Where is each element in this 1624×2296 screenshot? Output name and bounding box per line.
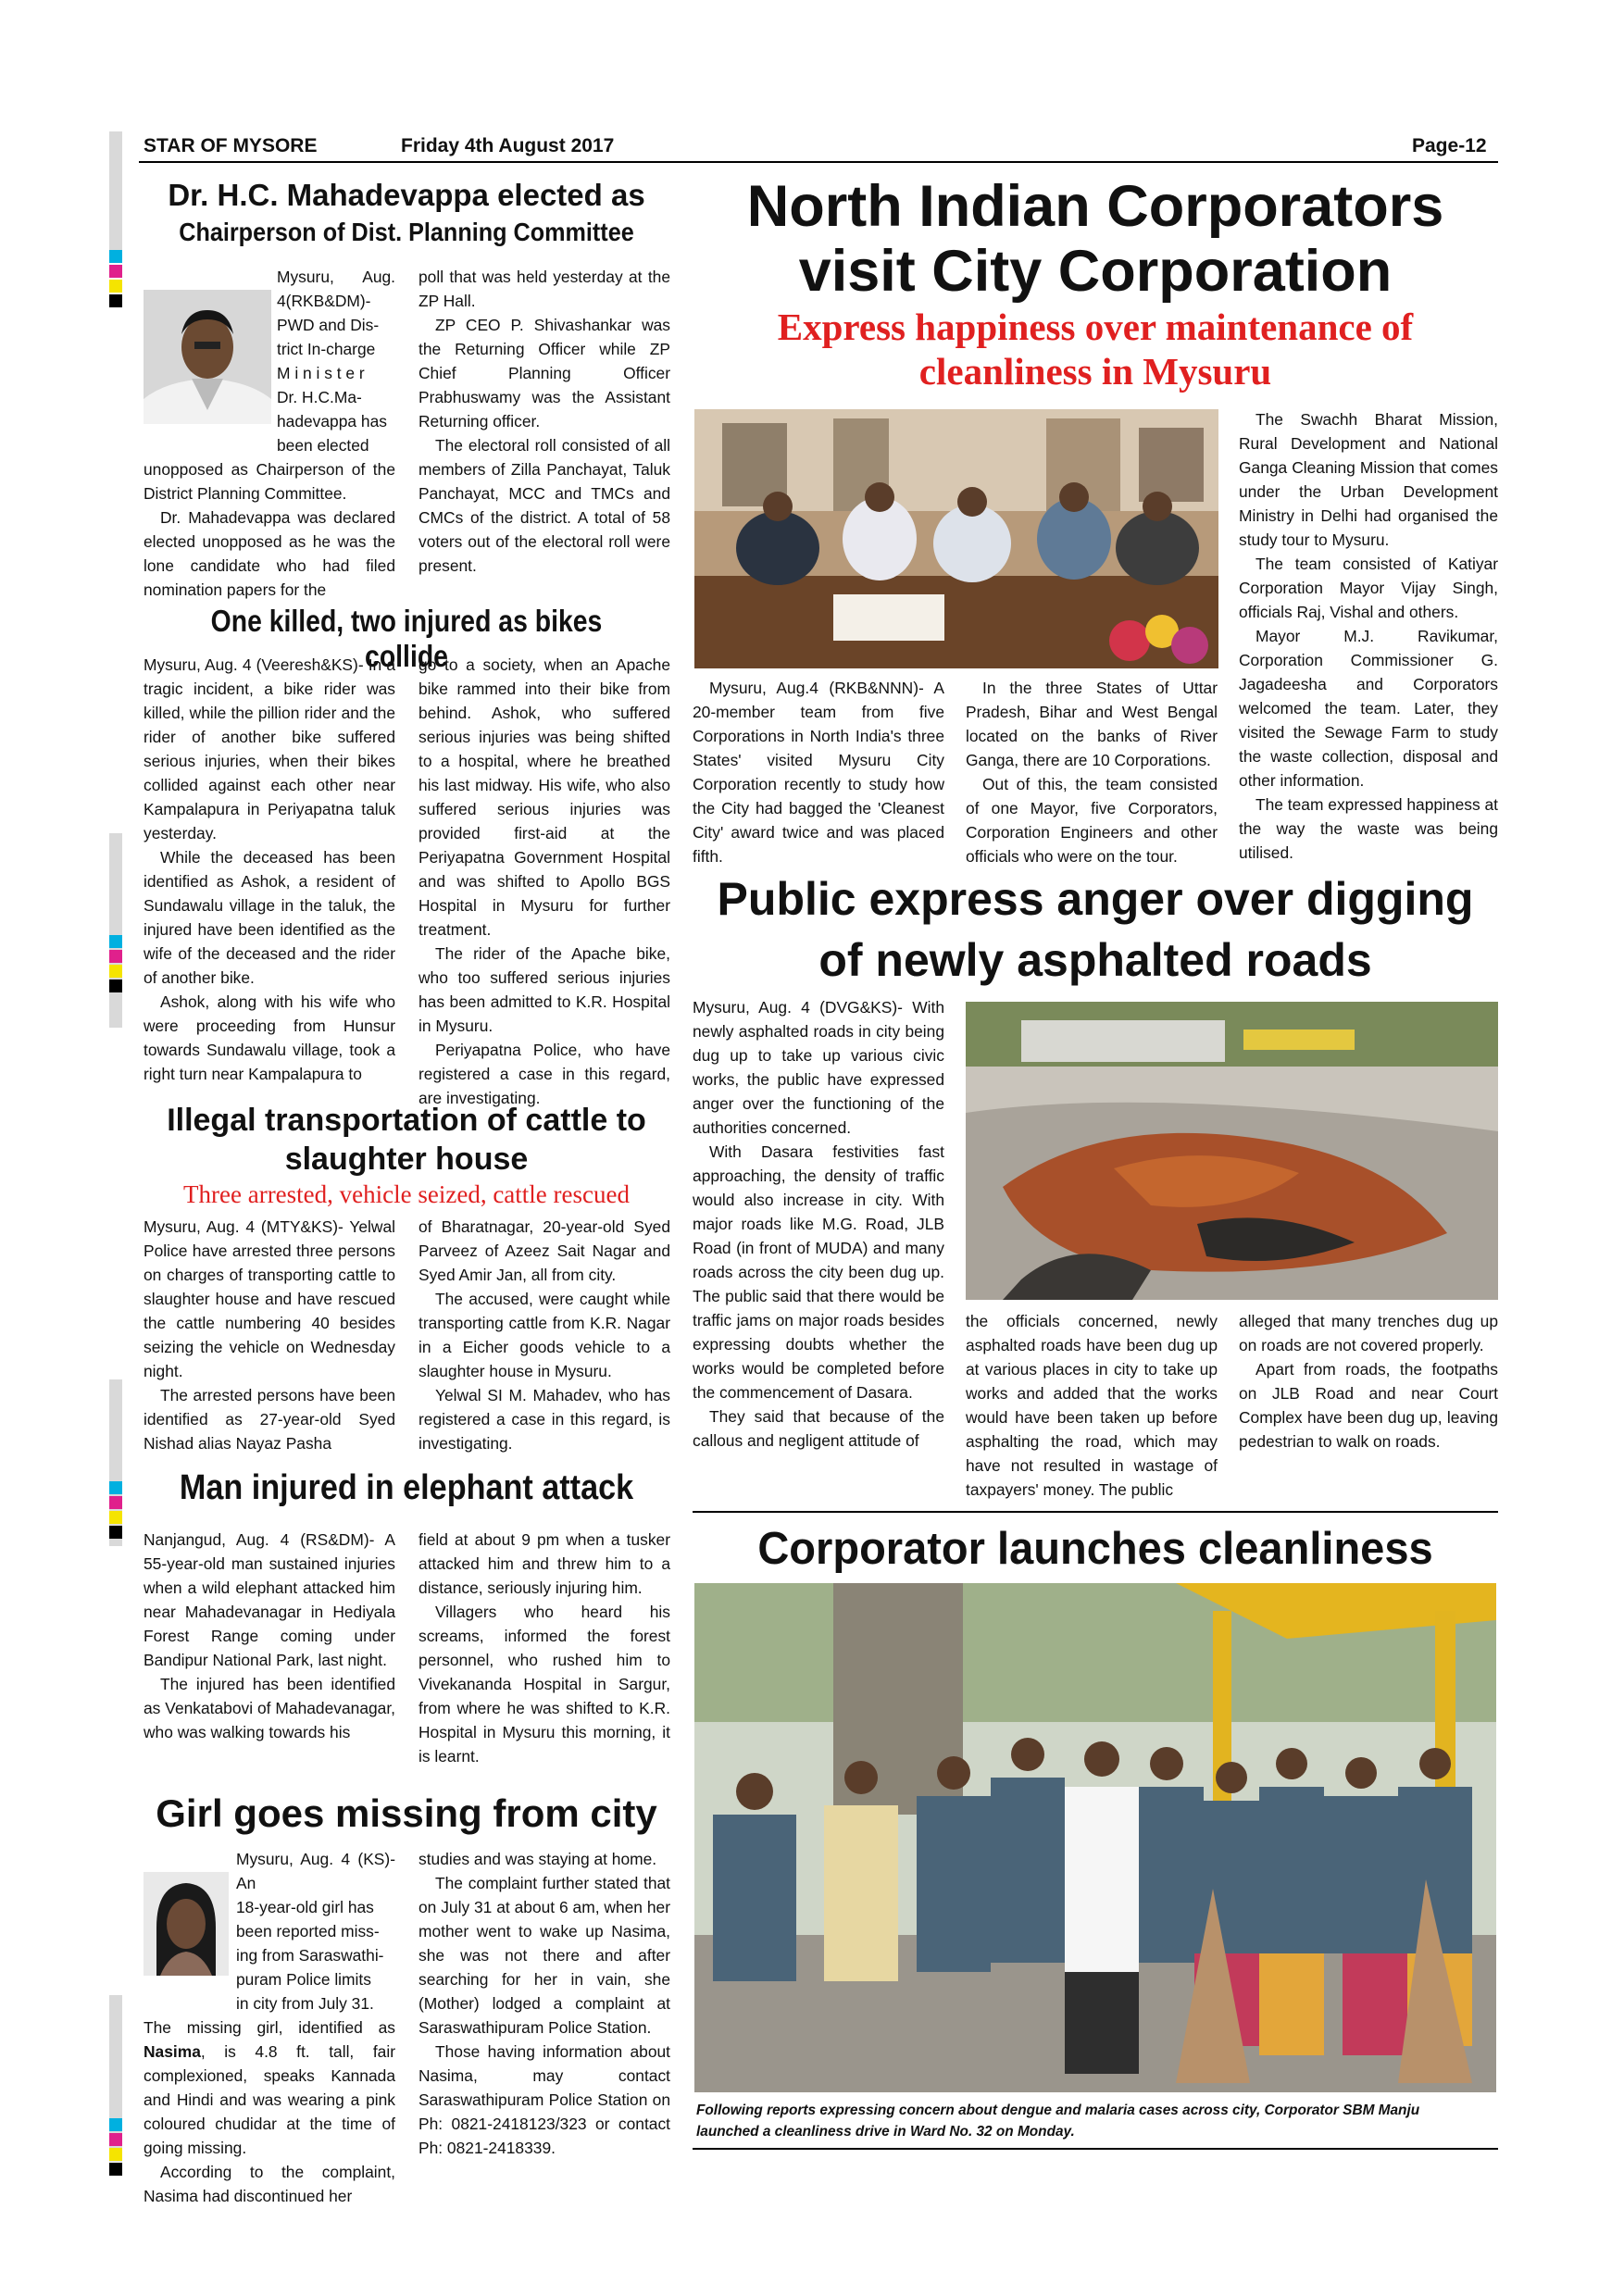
missing-col2 [418, 1847, 670, 2160]
paragraph: Yelwal SI M. Mahadev, who has registered a case in this regard, is investigating. [418, 1386, 670, 1453]
roads-col2 [966, 1309, 1218, 1502]
cleanliness-drive-photo [694, 1583, 1496, 2092]
paragraph: Periyapatna Police, who have registered a case in this regard, are investigating. [418, 1041, 670, 1107]
paragraph: Out of this, the team consisted of one Mayor, five Corporators, Corporation Engineers and other officials who were on the tour. [966, 775, 1218, 866]
wrap-line: M i n i s t e r [277, 364, 365, 382]
paragraph: Those having information about Nasima, may contact Saraswathipuram Police Station on Ph: 0821-2418123/323 or contact Ph: 0821-2418339. [418, 2042, 670, 2157]
yellow-swatch [109, 1511, 122, 1524]
wrap-line: been elected [277, 436, 369, 455]
dug-road-photo [966, 1002, 1498, 1300]
section-rule [693, 1511, 1498, 1513]
wrap-line: Mysuru, Aug. 4(RKB&DM)- [277, 268, 395, 310]
roads-col3 [1239, 1309, 1498, 1454]
yellow-swatch [109, 2148, 122, 2161]
paragraph: field at about 9 pm when a tusker attacked him and threw him to a distance, seriously injuring him. [418, 1530, 670, 1597]
elephant-col2 [418, 1528, 670, 1768]
corporators-right-col [1239, 407, 1498, 865]
yellow-swatch [109, 965, 122, 978]
paragraph [144, 2015, 395, 2160]
missing-headline: Girl goes missing from city [156, 1791, 657, 1835]
paragraph: They said that because of the callous and negligent attitude of [693, 1407, 944, 1450]
paragraph: The injured has been identified as Venkatabovi of Mahadevanagar, who was walking towards his [144, 1675, 395, 1741]
wrap-line: been reported miss- [236, 1922, 380, 1940]
yellow-swatch [109, 280, 122, 293]
paragraph: The rider of the Apache bike, who too suffered serious injuries has been admitted to K.R. Hospital in Mysuru. [418, 944, 670, 1035]
paragraph: Mysuru, Aug. 4 (Veeresh&KS)- In a tragic incident, a bike rider was killed, while the pillion rider and the rider of another bike suffered serious injuries, when their bikes collided against each other near Kampalapura in Periyapatna taluk yesterday. [144, 655, 395, 842]
paragraph: The team consisted of Katiyar Corporation Mayor Vijay Singh, officials Raj, Vishal and others. [1239, 555, 1498, 621]
paragraph: In the three States of Uttar Pradesh, Bihar and West Bengal located on the banks of River Ganga, there are 10 Corporations. [966, 679, 1218, 769]
bikes-col1 [144, 653, 395, 1086]
paragraph: of Bharatnagar, 20-year-old Syed Parveez of Azeez Sait Nagar and Syed Amir Jan, all from city. [418, 1217, 670, 1284]
black-swatch [109, 294, 122, 307]
girl-name: Nasima [144, 2042, 201, 2061]
corporators-deck: Express happiness over maintenance of [777, 306, 1414, 348]
drive-headline: Corporator launches cleanliness [757, 1524, 1433, 1574]
paragraph: Dr. Mahadevappa was declared elected unopposed as he was the lone candidate who had filed nomination papers for the [144, 508, 395, 599]
bottom-rule [693, 2148, 1498, 2150]
paragraph: Ashok, along with his wife who were proceeding from Hunsur towards Sundawalu village, took a right turn near Kampalapura to [144, 992, 395, 1083]
black-swatch [109, 1526, 122, 1539]
wrap-line: hadevappa has [277, 412, 387, 430]
corporators-headline-2: visit City Corporation [798, 239, 1393, 304]
paragraph: Apart from roads, the footpaths on JLB Road and near Court Complex have been dug up, leaving pedestrian to walk on roads. [1239, 1360, 1498, 1451]
paragraph: The team expressed happiness at the way the waste was being utilised. [1239, 795, 1498, 862]
paragraph: The complaint further stated that on July 31 at about 6 am, when her mother went to wake up Nasima, she was not there and after searching for her in vain, she (Mother) lodged a complaint at Saraswathipuram Police Station. [418, 1874, 670, 2037]
text-run: , is 4.8 ft. tall, fair complexioned, speaks Kannada and Hindi and was wearing a pink coloured chudidar at the time of going missing. [144, 2042, 395, 2157]
cattle-col1 [144, 1215, 395, 1455]
paragraph: Mysuru, Aug. 4 (DVG&KS)- With newly asphalted roads in city being dug up to take up various civic works, the public have expressed anger over the functioning of the authorities concerned. [693, 998, 944, 1137]
bikes-headline: One killed, two injured as bikes collide [210, 604, 603, 673]
paragraph: The electoral roll consisted of all members of Zilla Panchayat, Taluk Panchayat, MCC and TMCs and CMCs of the district. A total of 58 voters out of the electoral roll were present. [418, 436, 670, 575]
missing-col1 [144, 1847, 395, 2208]
margin-strip [109, 833, 122, 1028]
paragraph: The accused, were caught while transporting cattle from K.R. Nagar in a Eicher goods vehicle to a slaughter house in Mysuru. [418, 1290, 670, 1380]
paragraph: studies and was staying at home. [418, 1850, 657, 1868]
paragraph: ZP CEO P. Shivashankar was the Returning Officer while ZP Chief Planning Officer Prabhuswamy was the Assistant Returning officer. [418, 316, 670, 430]
paragraph: Mysuru, Aug. 4 (MTY&KS)- Yelwal Police have arrested three persons on charges of transporting cattle to slaughter house and have rescued the cattle numbering 40 besides seizing the vehicle on Wednesday night. [144, 1217, 395, 1380]
corporators-deck-2: cleanliness in Mysuru [918, 350, 1272, 393]
cattle-headline: Illegal transportation of cattle to [167, 1103, 646, 1138]
paragraph: Mysuru, Aug.4 (RKB&NNN)- A 20-member team from five Corporations in North India's three States' visited Mysuru City Corporation recently to study how the City had bagged the 'Cleanest City' award twice and was placed fifth. [693, 679, 944, 866]
paragraph: the officials concerned, newly asphalted roads have been dug up at various places in city to take up works and added that the works would have been taken up before asphalting the road, which may have not resulted in wastage of taxpayers' money. The public [966, 1312, 1218, 1499]
caption-line: launched a cleanliness drive in Ward No. 32 on Monday. [696, 2124, 1075, 2140]
paragraph: The arrested persons have been identified as 27-year-old Syed Nishad alias Nayaz Pasha [144, 1386, 395, 1453]
magenta-swatch [109, 265, 122, 278]
cyan-swatch [109, 1481, 122, 1494]
cyan-swatch [109, 935, 122, 948]
corporators-col2 [966, 676, 1218, 868]
paragraph: unopposed as Chairperson of the District Planning Committee. [144, 460, 395, 503]
cyan-swatch [109, 250, 122, 263]
magenta-swatch [109, 950, 122, 963]
elephant-headline: Man injured in elephant attack [179, 1468, 634, 1507]
masthead-name: STAR OF MYSORE [144, 135, 318, 156]
margin-strip [109, 131, 122, 261]
cattle-col2 [418, 1215, 670, 1455]
corporators-col1 [693, 676, 944, 868]
cattle-deck: Three arrested, vehicle seized, cattle rescued [183, 1180, 630, 1208]
issue-date: Friday 4th August 2017 [401, 135, 615, 156]
magenta-swatch [109, 1496, 122, 1509]
corporators-meeting-photo [694, 409, 1218, 668]
wrap-line: 18-year-old girl has [236, 1898, 374, 1916]
paragraph: Nanjangud, Aug. 4 (RS&DM)- A 55-year-old man sustained injuries when a wild elephant attacked him near Mahadevanagar in Hediyala Forest Range coming under Bandipur National Park, last night. [144, 1530, 395, 1669]
wrap-line: trict In-charge [277, 340, 376, 358]
cyan-swatch [109, 2118, 122, 2131]
elephant-col1 [144, 1528, 395, 1744]
drive-caption [696, 2100, 1498, 2142]
roads-headline: Public express anger over digging [717, 873, 1474, 925]
roads-col1 [693, 995, 944, 1453]
wrap-line: Dr. H.C.Ma- [277, 388, 362, 406]
paragraph: The Swachh Bharat Mission, Rural Development and National Ganga Cleaning Mission that comes under the Urban Development Ministry in Delhi had organised the study tour to Mysuru. [1239, 410, 1498, 549]
magenta-swatch [109, 2133, 122, 2146]
roads-headline-2: of newly asphalted roads [818, 934, 1372, 986]
wrap-line: puram Police limits [236, 1970, 371, 1989]
wrap-line: ing from Saraswathi- [236, 1946, 384, 1965]
paragraph: With Dasara festivities fast approaching, the density of traffic would also increase in city. With major roads like M.G. Road, JLB Road (in front of MUDA) and many roads across the city been dug up. The public said that there would be traffic jams on major roads besides expressing doubts whether the works would be completed before the commencement of Dasara. [693, 1142, 944, 1402]
page-number: Page-12 [1412, 135, 1487, 156]
mahadevappa-col1 [144, 265, 395, 602]
corporators-headline: North Indian Corporators [746, 174, 1444, 239]
paragraph: Mayor M.J. Ravikumar, Corporation Commissioner G. Jagadeesha and Corporators welcomed the team. Later, they visited the Sewage Farm to study the waste collection, disposal and other information. [1239, 627, 1498, 790]
caption-line: Following reports expressing concern about dengue and malaria cases across city, Corporator SBM Manju [696, 2103, 1420, 2118]
wrap-line: in city from July 31. [236, 1994, 374, 2013]
paragraph: According to the complaint, Nasima had discontinued her [144, 2163, 395, 2205]
bikes-col2 [418, 653, 670, 1110]
mahadevappa-col2 [418, 265, 670, 578]
wrap-line: Mysuru, Aug. 4 (KS)- An [236, 1850, 395, 1892]
black-swatch [109, 2163, 122, 2176]
paragraph: Villagers who heard his screams, informed the forest personnel, who rushed him to Vivekananda Hospital in Sargur, from where he was shifted to K.R. Hospital in Mysuru this morning, it is learnt. [418, 1603, 670, 1766]
paragraph: poll that was held yesterday at the ZP Hall. [418, 268, 670, 310]
black-swatch [109, 980, 122, 992]
cattle-headline-2: slaughter house [284, 1142, 529, 1177]
paragraph: go to a society, when an Apache bike rammed into their bike from behind. Ashok, who suffered serious injuries was being shifted to a hospital, where he breathed his last midway. His wife, who also suffered serious injuries was provided first-aid at the Periyapatna Government Hospital and was shifted to Apollo BGS Hospital in Mysuru for further treatment. [418, 655, 670, 939]
paragraph: While the deceased has been identified as Ashok, a resident of Sundawalu village in the taluk, the injured have been identified as the wife of the deceased and the rider of another bike. [144, 848, 395, 987]
wrap-line: PWD and Dis- [277, 316, 380, 334]
mahadevappa-headline-2: Chairperson of Dist. Planning Committee [179, 218, 634, 246]
mahadevappa-headline: Dr. H.C. Mahadevappa elected as [168, 178, 645, 212]
header-rule [139, 161, 1498, 163]
text-run: The missing girl, identified as [144, 2018, 395, 2037]
paragraph: alleged that many trenches dug up on roads are not covered properly. [1239, 1312, 1498, 1354]
